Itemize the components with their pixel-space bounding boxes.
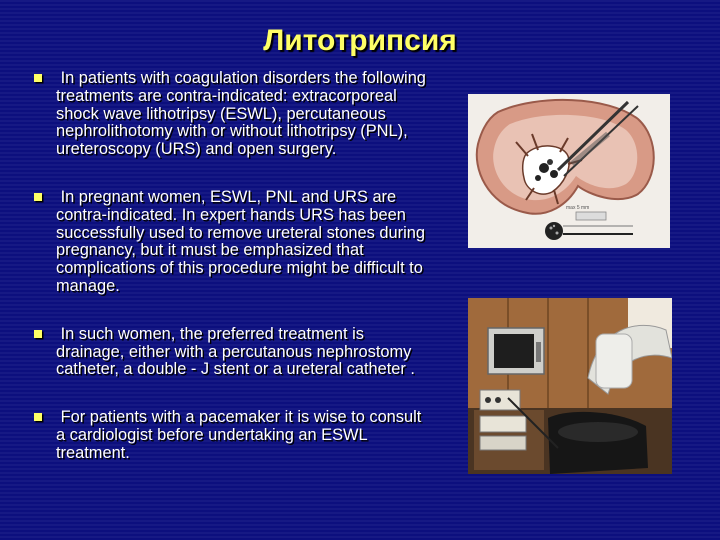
square-bullet-icon: [34, 74, 42, 82]
bullet-text: In patients with coagulation disorders the following treatments are contra-indicated: extracorporeal shock wave lithotripsy (ESWL), percutaneous nephrolithotomy with or without lithotripsy (PNL), ureteroscopy (URS) and open surgery.: [56, 69, 431, 159]
bullet-item: [32, 189, 432, 296]
lithotripsy-room-photo: [468, 298, 672, 474]
kidney-scale-caption: max 5 mm: [566, 205, 590, 211]
bullet-list: [32, 70, 432, 493]
slide-title: Литотрипсия: [263, 24, 457, 57]
bullet-item: [32, 409, 432, 462]
bullet-text: In pregnant women, ESWL, PNL and URS are contra-indicated. In expert hands URS has been successfully used to remove ureteral stones during pregnancy, but it must be emphasized that complications of this procedure might be difficult to manage.: [56, 187, 430, 295]
bullet-item: [32, 70, 432, 159]
square-bullet-icon: [34, 193, 42, 201]
square-bullet-icon: [34, 413, 42, 421]
kidney-illustration: [468, 94, 670, 248]
bullet-item: [32, 326, 432, 379]
bullet-text: In such women, the preferred treatment is drainage, either with a percutanous nephrostomy catheter, a double - J stent or a ureteral catheter .: [56, 324, 416, 379]
bullet-text: For patients with a pacemaker it is wise to consult a cardiologist before undertaking an ESWL treatment.: [56, 408, 426, 462]
square-bullet-icon: [34, 330, 42, 338]
